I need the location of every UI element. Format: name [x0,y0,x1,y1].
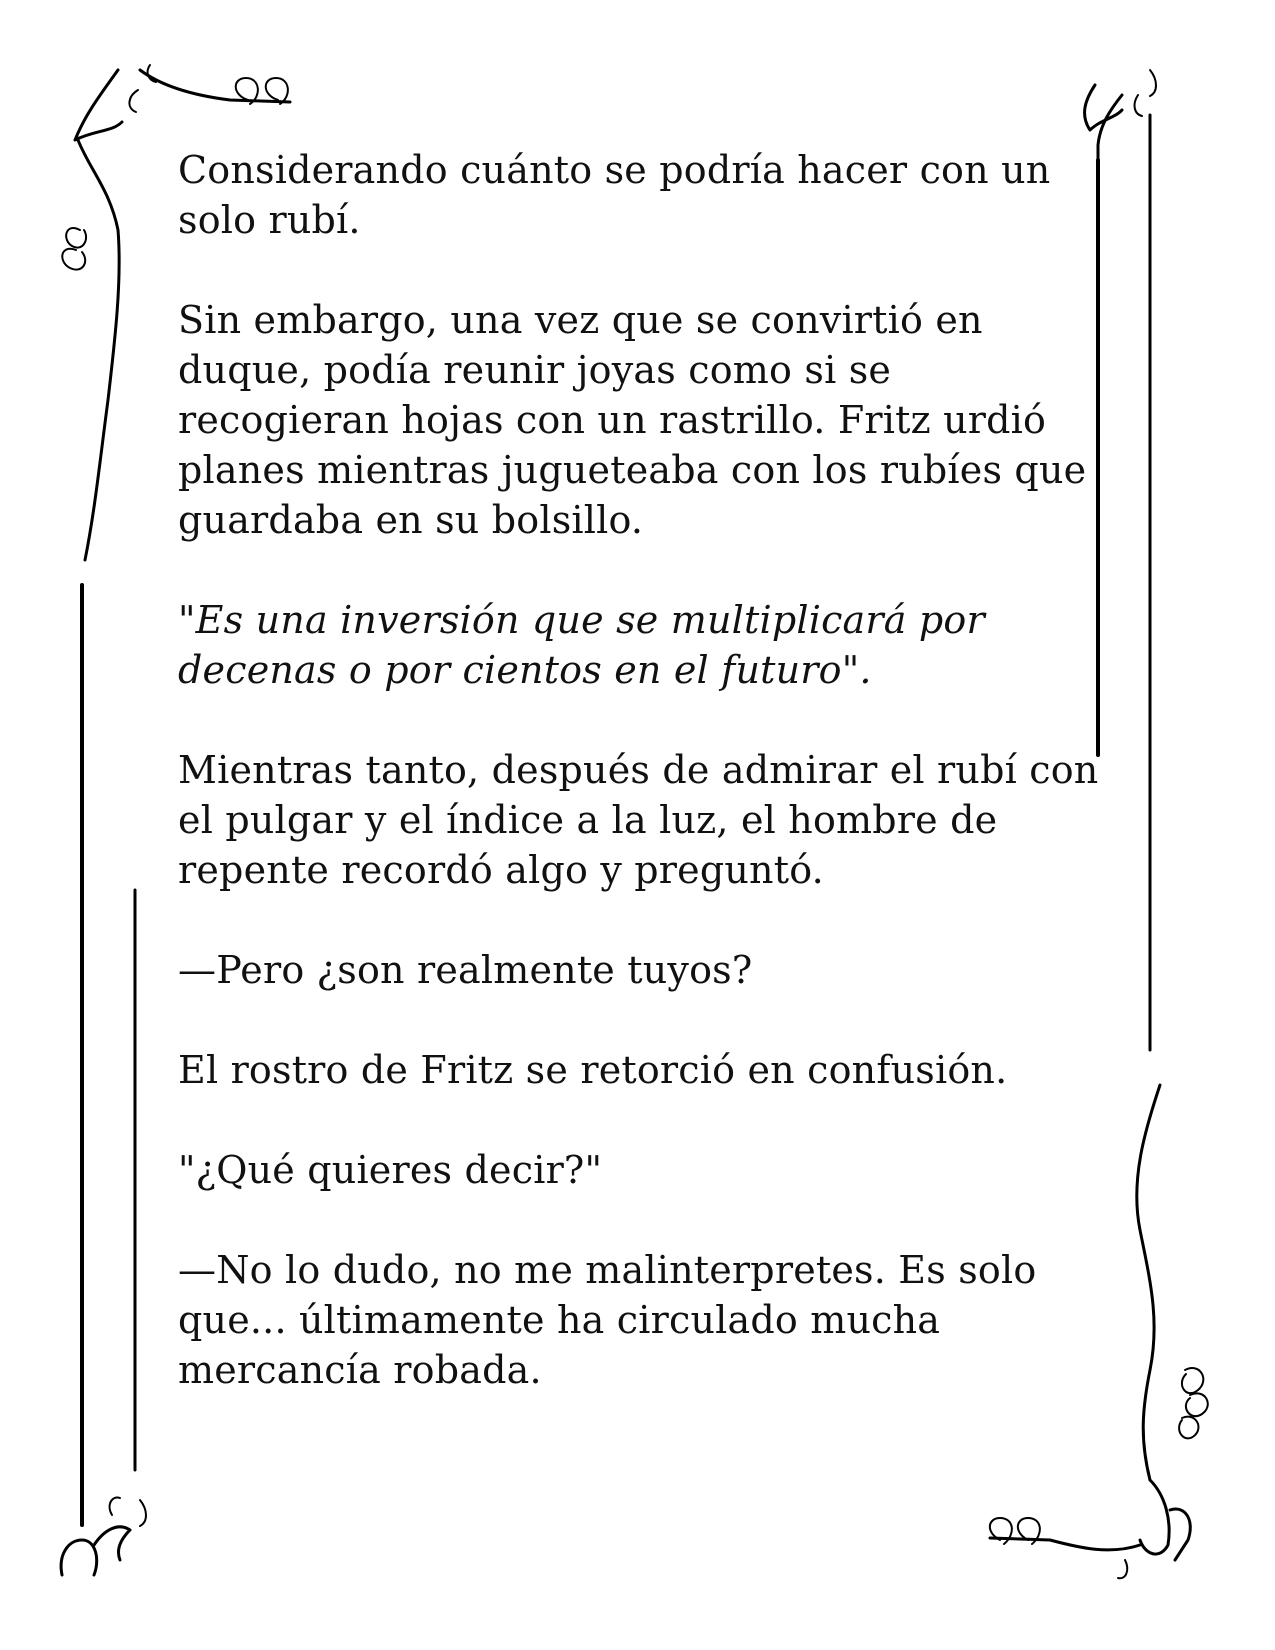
paragraph-1: Considerando cuánto se podría hacer con un solo rubí. [178,148,1051,242]
paragraph-6: El rostro de Fritz se retorció en confusión. [178,1048,1008,1092]
paragraph-4: Mientras tanto, después de admirar el rubí con el pulgar y el índice a la luz, el hombre de repente recordó algo y preguntó. [178,748,1099,892]
paragraph-7-dialogue: "¿Qué quieres decir?" [178,1148,603,1192]
paragraph-8-dialogue: —No lo dudo, no me malinterpretes. Es solo que... últimamente ha circulado mucha mercancía robada. [178,1248,1037,1392]
paragraph-5-dialogue: —Pero ¿son realmente tuyos? [178,948,753,992]
paragraph-3-thought: "Es una inversión que se multiplicará por decenas o por cientos en el futuro". [178,598,985,692]
story-text-block [178,145,1108,1445]
paragraph-2: Sin embargo, una vez que se convirtió en duque, podía reunir joyas como si se recogieran hojas con un rastrillo. Fritz urdió planes mientras jugueteaba con los rubíes que guardaba en su bolsillo. [178,298,1087,542]
bottom-left-flourish-icon [61,1497,146,1575]
